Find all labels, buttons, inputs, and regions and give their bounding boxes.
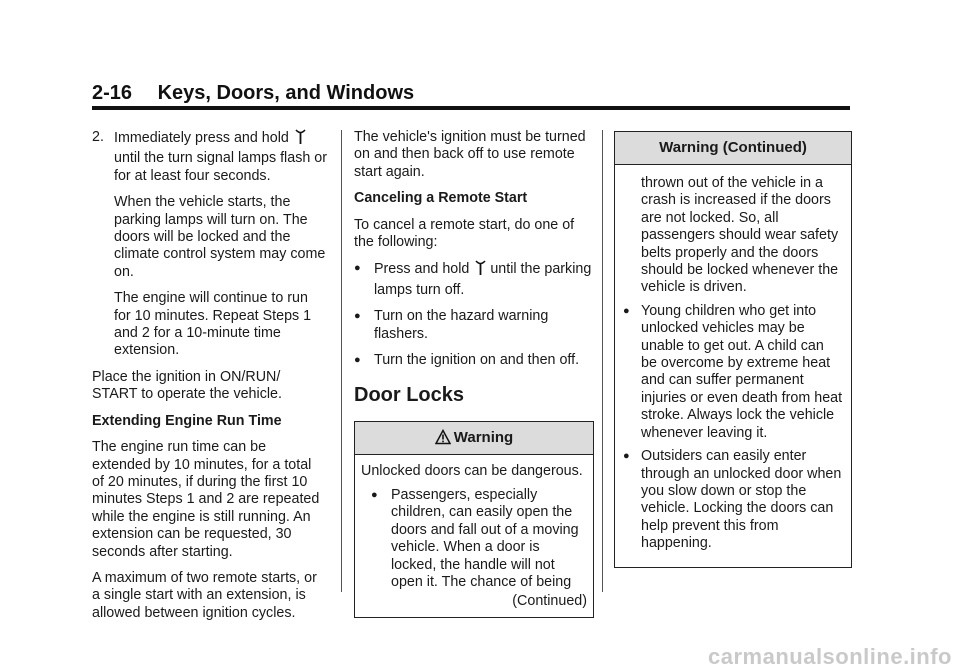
warning-bullet: Passengers, especially children, can easily open the doors and fall out of a moving vehicle. When a door is locked, the handle will not open it. The chance of being (391, 486, 579, 590)
bullet-icon: ● (371, 488, 378, 501)
warning-header (355, 422, 593, 455)
list-item (623, 448, 843, 552)
warning-header: Warning (Continued) (615, 132, 851, 165)
page-number: 2-16 (92, 82, 133, 104)
remote-start-icon (295, 129, 306, 150)
bullet-text: Turn the ignition on and then off. (374, 352, 580, 369)
extend-para: The engine run time can be extended by 10 minutes, for a total of 20 minutes, if during the first 10 minutes Steps 1 and 2 are repeated while the engine is still running. An extension can be requested, 30 seconds after starting. (92, 439, 320, 560)
warning-continued-text: thrown out of the vehicle in a crash is increased if the doors are not locked. So, all passengers should wear safety belts properly and the doors should be locked whenever the vehicle is driven. (641, 175, 839, 296)
column-2 (354, 129, 594, 618)
bullet-text-a: Press and hold (374, 261, 470, 278)
warning-triangle-icon (435, 425, 451, 457)
ignition-para: Place the ignition in ON/RUN/ START to operate the vehicle. (92, 368, 282, 403)
warning-intro: Unlocked doors can be dangerous. (361, 463, 583, 480)
extend-heading: Extending Engine Run Time (92, 412, 282, 429)
step-number: 2. (92, 129, 104, 145)
cancel-heading: Canceling a Remote Start (354, 190, 528, 207)
must-para: The vehicle's ignition must be turned on and then back off to use remote start again. (354, 129, 586, 180)
column-1 (92, 129, 327, 631)
step-2 (92, 129, 327, 369)
column-divider-1 (341, 130, 342, 592)
bullet-icon: ● (354, 354, 361, 367)
chapter-title: Keys, Doors, and Windows (157, 82, 415, 104)
bullet-icon: ● (354, 310, 361, 323)
warning-bullet: Outsiders can easily enter through an unlocked door when you slow down or stop the vehicle. Locking the doors can help prevent this from happening. (641, 448, 842, 552)
list-item (354, 352, 594, 369)
step-para-1: When the vehicle starts, the parking lamps will turn on. The doors will be locked and the climate control system may come on. (114, 194, 326, 280)
cancel-intro: To cancel a remote start, do one of the following: (354, 216, 575, 251)
bullet-icon: ● (623, 450, 630, 463)
bullet-icon: ● (623, 304, 630, 317)
max-para: A maximum of two remote starts, or a single start with an extension, is allowed between ignition cycles. (92, 569, 317, 621)
watermark: carmanualsonline.info (708, 644, 952, 669)
list-item (354, 308, 594, 343)
header-rule (92, 106, 850, 110)
continued-label: (Continued) (512, 593, 587, 610)
warning-title: Warning (453, 429, 514, 447)
bullet-icon: ● (354, 262, 361, 275)
list-item (623, 303, 843, 442)
step-text-b: until the turn signal lamps flash or for at least four seconds. (114, 150, 327, 184)
bullet-text-b: until the parking lamps turn off. (374, 261, 592, 298)
section-title: Door Locks (354, 384, 465, 407)
step-text-a: Immediately press and hold (114, 130, 289, 146)
warning-box-continued (614, 131, 852, 568)
list-item (354, 260, 594, 299)
column-divider-2 (602, 130, 603, 592)
warning-bullet: Young children who get into unlocked vehicles may be unable to get out. A child can be overcome by extreme heat and can suffer permanent injuries or even death from heat stroke. Always lock the vehicle whenever leaving it. (641, 302, 843, 441)
list-item (361, 487, 587, 591)
warning-box (354, 421, 594, 617)
step-para-2: The engine will continue to run for 10 minutes. Repeat Steps 1 and 2 for a 10-minute time extension. (114, 290, 312, 359)
page-header (92, 82, 414, 105)
bullet-text: Turn on the hazard warning flashers. (374, 308, 549, 342)
remote-start-icon (475, 260, 486, 281)
